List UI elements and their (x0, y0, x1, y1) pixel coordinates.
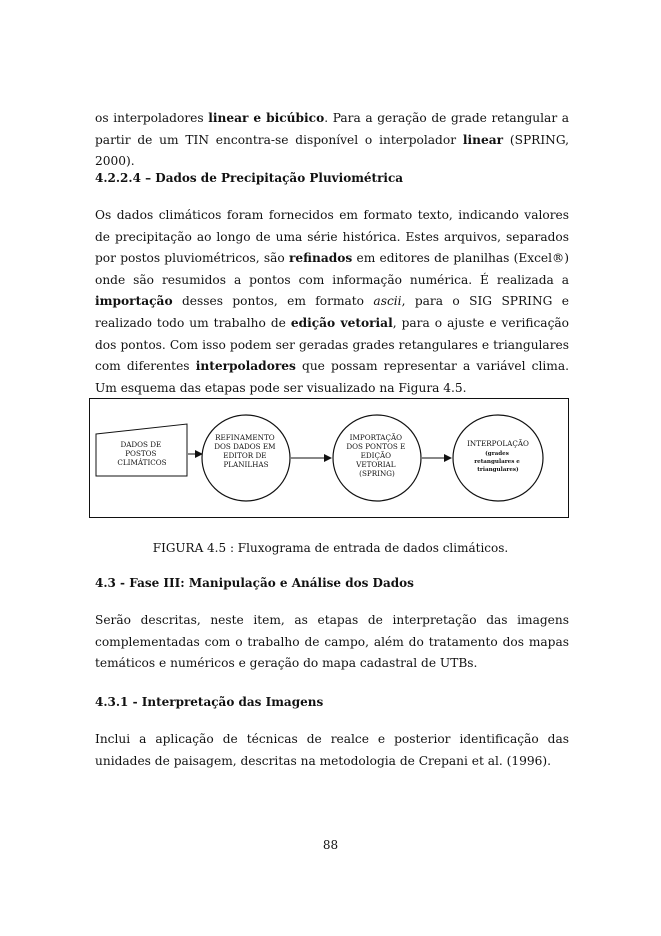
section-heading-431: 4.3.1 - Interpretação das Imagens (95, 695, 324, 709)
paragraph-phase-three: Serão descritas, neste item, as etapas de interpretação das imagens complementadas com o trabalho de campo, além do tratamento dos mapas temáticos e numéricos e geração do mapa cadastral de UTBs. (95, 613, 569, 671)
page-number: 88 (322, 838, 339, 852)
paragraph-image-interpretation: Inclui a aplicação de técnicas de realce e posterior identificação das unidades de paisagem, descritas na metodologia de Crepani et al. (1996). (95, 732, 569, 768)
interpolation-sublabel: (grades retangulares e triangulares) (474, 451, 520, 473)
section-heading-43: 4.3 - Fase III: Manipulação e Análise dos Dados (95, 576, 414, 590)
import-label: IMPORTAÇÃO DOS PONTOS E EDIÇÃO VETORIAL (SPRING) (346, 433, 406, 478)
paragraph-climate-data: Os dados climáticos foram fornecidos em formato texto, indicando valores de precipitação ao longo de uma série histórica. Estes arquivos, separados por postos pluviométricos, são refinados em editores de planilhas (Excel®) onde são resumidos a pontos com informação numérica. É realizada a importação desses pontos, em formato ascii, para o SIG SPRING e realizado todo um trabalho de edição vetorial, para o ajuste e verificação dos pontos. Com isso podem ser geradas grades retangulares e triangulares com diferentes interpoladores que possam representar a variável clima. Um esquema das etapas pode ser visualizado na Figura 4.5. (95, 208, 569, 395)
flowchart-svg (89, 398, 569, 518)
section-heading-4224: 4.2.2.4 – Dados de Precipitação Pluviométrica (95, 171, 404, 185)
refinement-label: REFINAMENTO DOS DADOS EM EDITOR DE PLANILHAS (214, 433, 276, 469)
climate-stations-label: DADOS DE POSTOS CLIMÁTICOS (117, 440, 167, 467)
flowchart-figure (89, 398, 569, 518)
interpolation-circle (453, 415, 543, 501)
interpolation-label: INTERPOLAÇÃO (467, 439, 529, 448)
figure-caption: FIGURA 4.5 : Fluxograma de entrada de dados climáticos. (152, 541, 509, 555)
bold-linear-bicubic: linear e bicúbico (208, 111, 325, 125)
paragraph-interpolators: os interpoladores linear e bicúbico. Para a geração de grade retangular a partir de um TIN encontra-se disponível o interpolador linear (SPRING, 2000). (95, 111, 570, 169)
bold-linear: linear (462, 132, 504, 147)
